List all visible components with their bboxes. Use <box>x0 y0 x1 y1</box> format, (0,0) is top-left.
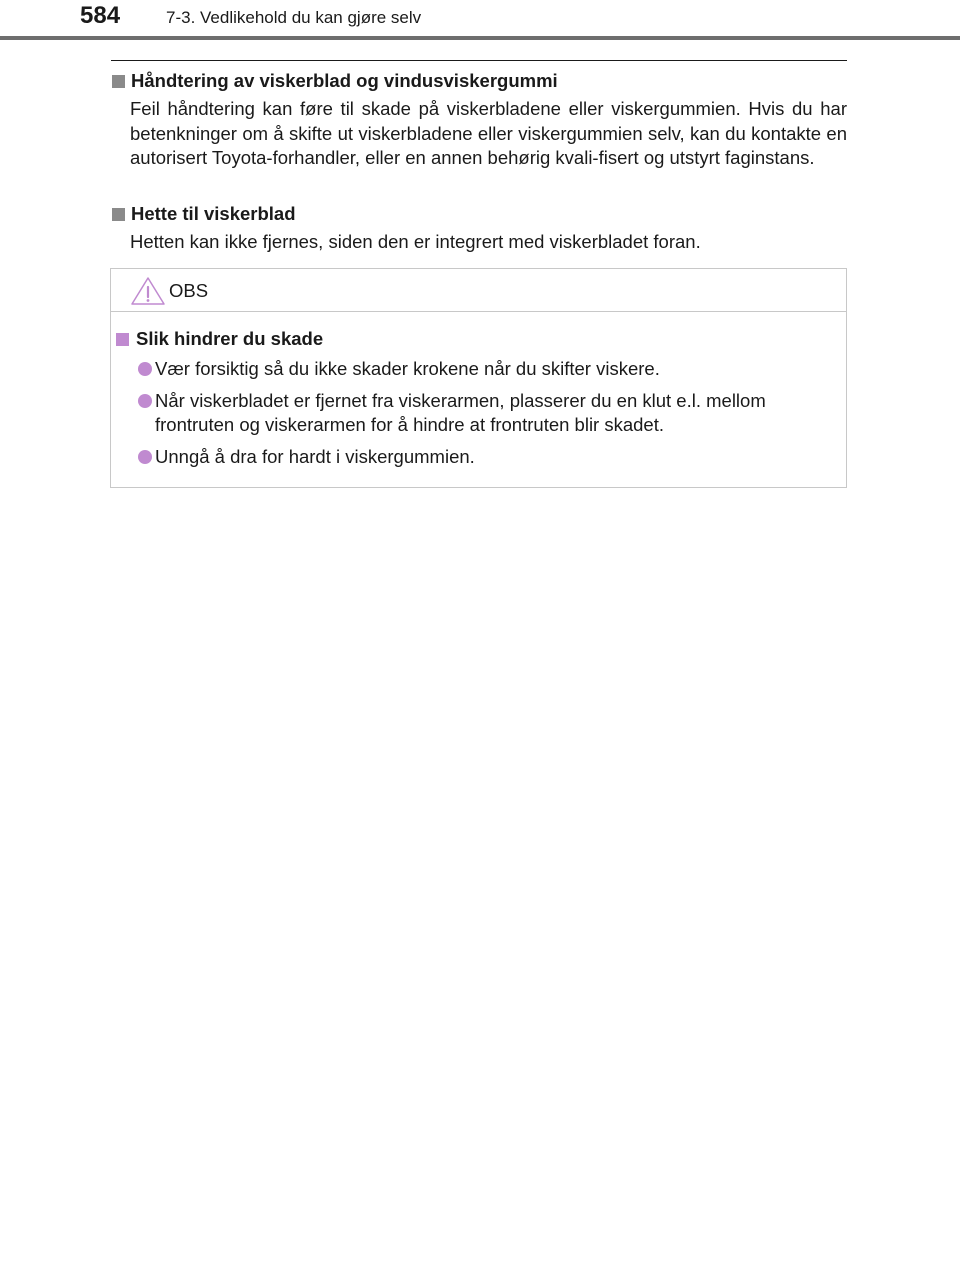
notice-content <box>115 327 843 469</box>
section-wiper-handling <box>111 69 847 171</box>
notice-item-text: Unngå å dra for hardt i viskergummien. <box>155 445 475 467</box>
notice-item-text: Når viskerbladet er fjernet fra viskerarmen, plasserer du en klut e.l. mellom frontruten og viskerarmen for å hindre at frontruten blir skadet. <box>155 389 766 435</box>
square-bullet-icon <box>116 333 129 346</box>
section-heading <box>111 202 847 226</box>
section-body: Hetten kan ikke fjernes, siden den er integrert med viskerbladet foran. <box>130 231 701 252</box>
bullet-dot-icon <box>138 450 152 464</box>
bullet-dot-icon <box>138 394 152 408</box>
notice-heading-text: Slik hindrer du skade <box>136 328 324 349</box>
notice-item-text: Vær forsiktig så du ikke skader krokene når du skifter viskere. <box>155 358 660 379</box>
square-bullet-icon <box>112 75 125 88</box>
section-wiper-cap <box>111 202 847 255</box>
chapter-title: 7-3. Vedlikehold du kan gjøre selv <box>166 8 422 27</box>
notice-item <box>115 357 843 382</box>
notice-header <box>111 269 846 312</box>
warning-triangle-icon <box>130 276 166 306</box>
section-divider <box>111 60 847 61</box>
bullet-dot-icon <box>138 362 152 376</box>
section-heading-text: Håndtering av viskerblad og vindusviskergummi <box>131 70 558 91</box>
page-number: 584 <box>80 2 121 29</box>
section-heading-text: Hette til viskerblad <box>131 203 296 224</box>
section-body: Feil håndtering kan føre til skade på viskerbladene eller viskergummien. Hvis du har betenkninger om å skifte ut viskerbladene eller viskergummien selv, kan du kontakte en autorisert Toyota-forhandler, eller en annen behørig kvali-fisert og utstyrt faginstans. <box>130 98 847 168</box>
notice-box <box>110 268 847 488</box>
notice-label: OBS <box>169 280 209 301</box>
notice-heading <box>115 327 843 351</box>
notice-item <box>115 445 843 470</box>
section-heading <box>111 69 847 93</box>
notice-item <box>115 389 843 438</box>
square-bullet-icon <box>112 208 125 221</box>
header-rule <box>0 36 960 40</box>
